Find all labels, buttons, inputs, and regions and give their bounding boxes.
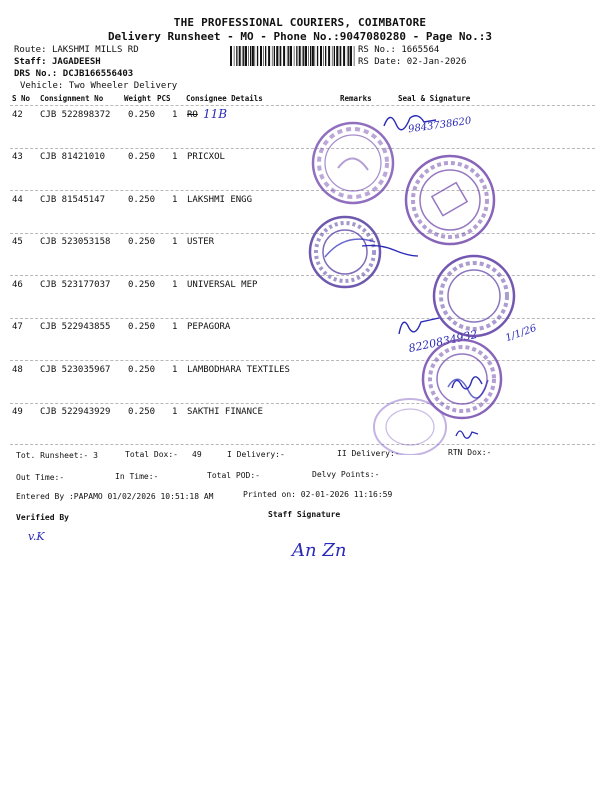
barcode-bar [268, 46, 270, 66]
table-row [0, 107, 600, 152]
staff-value: JAGADEESH [51, 57, 101, 67]
barcode-bar [288, 46, 289, 66]
barcode-bar [252, 46, 254, 66]
i-delivery-label: I Delivery:- [227, 450, 285, 459]
rs-no-value: 1665564 [401, 45, 440, 55]
barcode-bar [343, 46, 345, 66]
row-divider [10, 275, 595, 276]
barcode-bar [354, 46, 355, 66]
row-divider [10, 360, 595, 361]
barcode-bar [299, 46, 301, 66]
barcode-bar [255, 46, 256, 66]
barcode-bar [347, 46, 348, 66]
barcode-bar [279, 46, 280, 66]
row-pcs: 1 [172, 322, 178, 332]
row-pcs: 1 [172, 110, 178, 120]
barcode-image [230, 46, 355, 66]
row-weight: 0.250 [128, 322, 156, 332]
barcode-bar [350, 46, 352, 66]
vehicle-line [20, 81, 177, 91]
row-consignee: PEPAGORA [187, 322, 231, 332]
barcode-bar [265, 46, 266, 66]
row-divider [10, 318, 595, 319]
barcode-bar [274, 46, 275, 66]
row-sno: 49 [12, 407, 23, 417]
barcode-bar [296, 46, 297, 66]
barcode-bar [245, 46, 247, 66]
table-row [0, 280, 600, 322]
row-sno: 42 [12, 110, 23, 120]
barcode-bar [317, 46, 318, 66]
col-weight: Weight [124, 94, 152, 103]
rs-no-label: RS No.: [358, 45, 396, 55]
barcode-bar [294, 46, 295, 66]
barcode-bar [287, 46, 288, 66]
header-divider [10, 105, 595, 106]
total-pod-label: Total POD:- [207, 471, 260, 480]
row-divider [10, 233, 595, 234]
entered-by: Entered By :PAPAMO 01/02/2026 10:51:18 AM [16, 492, 214, 501]
drs-line [14, 69, 133, 79]
barcode-bar [320, 46, 322, 66]
row-weight: 0.250 [128, 407, 156, 417]
row-sno: 48 [12, 365, 23, 375]
row-consignment: CJB 522898372 [40, 110, 111, 120]
barcode-bar [332, 46, 333, 66]
row-consignment: CJB 522943855 [40, 322, 111, 332]
barcode-bar [234, 46, 235, 66]
table-row [0, 407, 600, 449]
row-consignment: CJB 523177037 [40, 280, 111, 290]
barcode-bar [239, 46, 241, 66]
barcode-bar [303, 46, 304, 66]
row-consignee: UNIVERSAL MEP [187, 280, 258, 290]
verified-by-label: Verified By [16, 513, 69, 522]
rs-date-label: RS Date: [358, 57, 402, 67]
barcode-bar [276, 46, 278, 66]
row-weight: 0.250 [128, 280, 156, 290]
handwritten-phone-2: 8220834932 [407, 327, 479, 356]
ii-delivery-label: II Delivery:- [337, 449, 400, 458]
row-divider [10, 148, 595, 149]
barcode-bar [315, 46, 316, 66]
row-weight: 0.250 [128, 237, 156, 247]
barcode-bar [272, 46, 273, 66]
table-row [0, 152, 600, 194]
row-weight: 0.250 [128, 365, 156, 375]
delvy-points-label: Delvy Points:- [312, 470, 380, 479]
total-dox-value: 49 [192, 450, 202, 459]
rs-no-line [358, 45, 439, 55]
col-pcs: PCS [157, 94, 171, 103]
row-consignment: CJB 523053158 [40, 237, 111, 247]
row-sno: 44 [12, 195, 23, 205]
col-consignee: Consignee Details [186, 94, 263, 103]
col-seal-signature: Seal & Signature [398, 94, 471, 103]
row-handwritten-note: 11B [203, 107, 228, 121]
barcode-bar [263, 46, 264, 66]
barcode-bar [257, 46, 258, 66]
row-sno: 46 [12, 280, 23, 290]
vehicle-value: Two Wheeler Delivery [68, 81, 178, 91]
rtn-dox-label: RTN Dox:- [448, 448, 492, 457]
row-divider [10, 190, 595, 191]
rs-date-line [358, 57, 466, 67]
row-pcs: 1 [172, 365, 178, 375]
table-row [0, 195, 600, 237]
row-consignment: CJB 523035967 [40, 365, 111, 375]
printed-on: Printed on: 02-01-2026 11:16:59 [243, 490, 393, 499]
barcode-bar [302, 46, 303, 66]
barcode-bar [312, 46, 314, 66]
barcode-bar [328, 46, 330, 66]
row-pcs: 1 [172, 152, 178, 162]
company-title: THE PROFESSIONAL COURIERS, COIMBATORE [173, 16, 427, 29]
row-consignee: SAKTHI FINANCE [187, 407, 263, 417]
col-remarks: Remarks [340, 94, 372, 103]
drs-value: DCJB166556403 [62, 69, 134, 79]
verified-signature: v.K [28, 530, 45, 543]
staff-line [14, 57, 101, 67]
rs-date-value: 02-Jan-2026 [406, 57, 467, 67]
out-time-label: Out Time:- [16, 473, 65, 482]
total-dox-label: Total Dox:- [125, 450, 178, 459]
row-divider [10, 403, 595, 404]
barcode-bar [230, 46, 232, 66]
runsheet-subtitle: Delivery Runsheet - MO - Phone No.:9047080280 - Page No.:3 [107, 30, 493, 43]
table-row [0, 365, 600, 407]
row-weight: 0.250 [128, 110, 156, 120]
barcode-bar [260, 46, 262, 66]
row-consignment: CJB 81421010 [40, 152, 106, 162]
drs-label: DRS No.: [14, 69, 58, 79]
barcode-bar [236, 46, 237, 66]
barcode-bar [310, 46, 311, 66]
barcode-bar [250, 46, 251, 66]
barcode-bar [334, 46, 335, 66]
row-weight: 0.250 [128, 152, 156, 162]
row-consignee: LAMBODHARA TEXTILES [187, 365, 290, 375]
barcode-bar [242, 46, 243, 66]
barcode-bar [290, 46, 292, 66]
barcode-bar [243, 46, 244, 66]
route-label: Route: [14, 45, 47, 55]
staff-label: Staff: [14, 57, 47, 67]
route-line [14, 45, 139, 55]
row-pcs: 1 [172, 195, 178, 205]
row-pcs: 1 [172, 280, 178, 290]
col-consignment: Consignment No [40, 94, 104, 103]
barcode-bar [348, 46, 349, 66]
row-consignment: CJB 81545147 [40, 195, 106, 205]
vehicle-label: Vehicle: [20, 81, 64, 91]
handwritten-phone-1: 9843738620 [407, 115, 473, 136]
row-consignee: LAKSHMI ENGG [187, 195, 253, 205]
row-consignee: PRICXOL [187, 152, 225, 162]
barcode-bar [323, 46, 324, 66]
in-time-label: In Time:- [115, 472, 159, 481]
barcode-bar [305, 46, 307, 66]
row-weight: 0.250 [128, 195, 156, 205]
barcode-bar [336, 46, 338, 66]
barcode-bar [280, 46, 281, 66]
row-consignee: RO [187, 110, 198, 120]
barcode-bar [308, 46, 309, 66]
tot-runsheet: Tot. Runsheet:- 3 [16, 451, 98, 460]
row-consignment: CJB 522943929 [40, 407, 111, 417]
row-consignee: USTER [187, 237, 215, 247]
row-sno: 43 [12, 152, 23, 162]
row-sno: 47 [12, 322, 23, 332]
staff-signature-label: Staff Signature [268, 510, 341, 519]
table-row [0, 237, 600, 279]
row-divider [10, 444, 595, 445]
row-pcs: 1 [172, 237, 178, 247]
barcode-bar [283, 46, 285, 66]
route-value: LAKSHMI MILLS RD [51, 45, 139, 55]
barcode-bar [340, 46, 341, 66]
barcode-bar [339, 46, 340, 66]
row-sno: 45 [12, 237, 23, 247]
col-sno: S No [12, 94, 31, 103]
barcode-bar [325, 46, 326, 66]
handwritten-date: 1/1/26 [504, 322, 539, 345]
row-pcs: 1 [172, 407, 178, 417]
barcode-bar [248, 46, 249, 66]
staff-signature-scrawl: An Zn [292, 540, 347, 561]
